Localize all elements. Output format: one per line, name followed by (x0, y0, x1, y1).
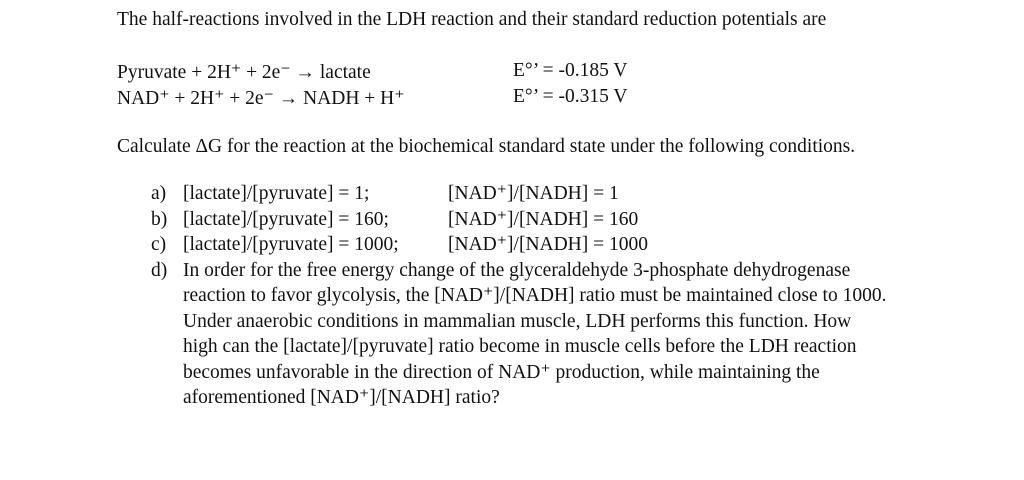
half-reaction-2-equation: NAD⁺ + 2H⁺ + 2e⁻ → NADH + H⁺ (117, 88, 405, 109)
question-item-c (151, 232, 991, 258)
item-label: b) (151, 208, 168, 230)
half-reaction-2-potential: E°’ = -0.315 V (513, 86, 628, 107)
question-list (151, 181, 991, 411)
question-d-line: aforementioned [NAD⁺]/[NADH] ratio? (183, 387, 500, 408)
nad-nadh-ratio: [NAD⁺]/[NADH] = 1000 (448, 234, 649, 255)
item-label: d) (151, 259, 168, 281)
item-label: a) (151, 183, 167, 204)
question-d-line: In order for the free energy change of the glyceraldehyde 3-phosphate dehydrogenase (183, 259, 851, 281)
half-reaction-1-equation: Pyruvate + 2H⁺ + 2e⁻ → lactate (117, 62, 371, 83)
question-d-line: high can the [lactate]/[pyruvate] ratio become in muscle cells before the LDH reaction (183, 336, 857, 357)
question-d-text (183, 258, 1003, 411)
item-label: c) (151, 234, 167, 255)
lactate-pyruvate-ratio: [lactate]/[pyruvate] = 1; (183, 183, 370, 204)
question-prompt: Calculate ΔG for the reaction at the biochemical standard state under the following conditions. (117, 136, 856, 157)
question-d-line: becomes unfavorable in the direction of NAD⁺ production, while maintaining the (183, 361, 820, 383)
nad-nadh-ratio: [NAD⁺]/[NADH] = 1 (448, 183, 619, 204)
nad-nadh-ratio: [NAD⁺]/[NADH] = 160 (448, 208, 639, 230)
half-reaction-1-potential: E°’ = -0.185 V (513, 60, 628, 81)
question-item-a (151, 181, 991, 207)
question-item-b (151, 207, 991, 233)
question-d-line: Under anaerobic conditions in mammalian muscle, LDH performs this function. How (183, 310, 852, 332)
lactate-pyruvate-ratio: [lactate]/[pyruvate] = 160; (183, 208, 389, 230)
intro-text: The half-reactions involved in the LDH reaction and their standard reduction potentials are (117, 9, 827, 30)
question-d-line: reaction to favor glycolysis, the [NAD⁺]/[NADH] ratio must be maintained close to 1000. (183, 285, 887, 306)
lactate-pyruvate-ratio: [lactate]/[pyruvate] = 1000; (183, 234, 399, 255)
question-item-d (151, 258, 991, 411)
